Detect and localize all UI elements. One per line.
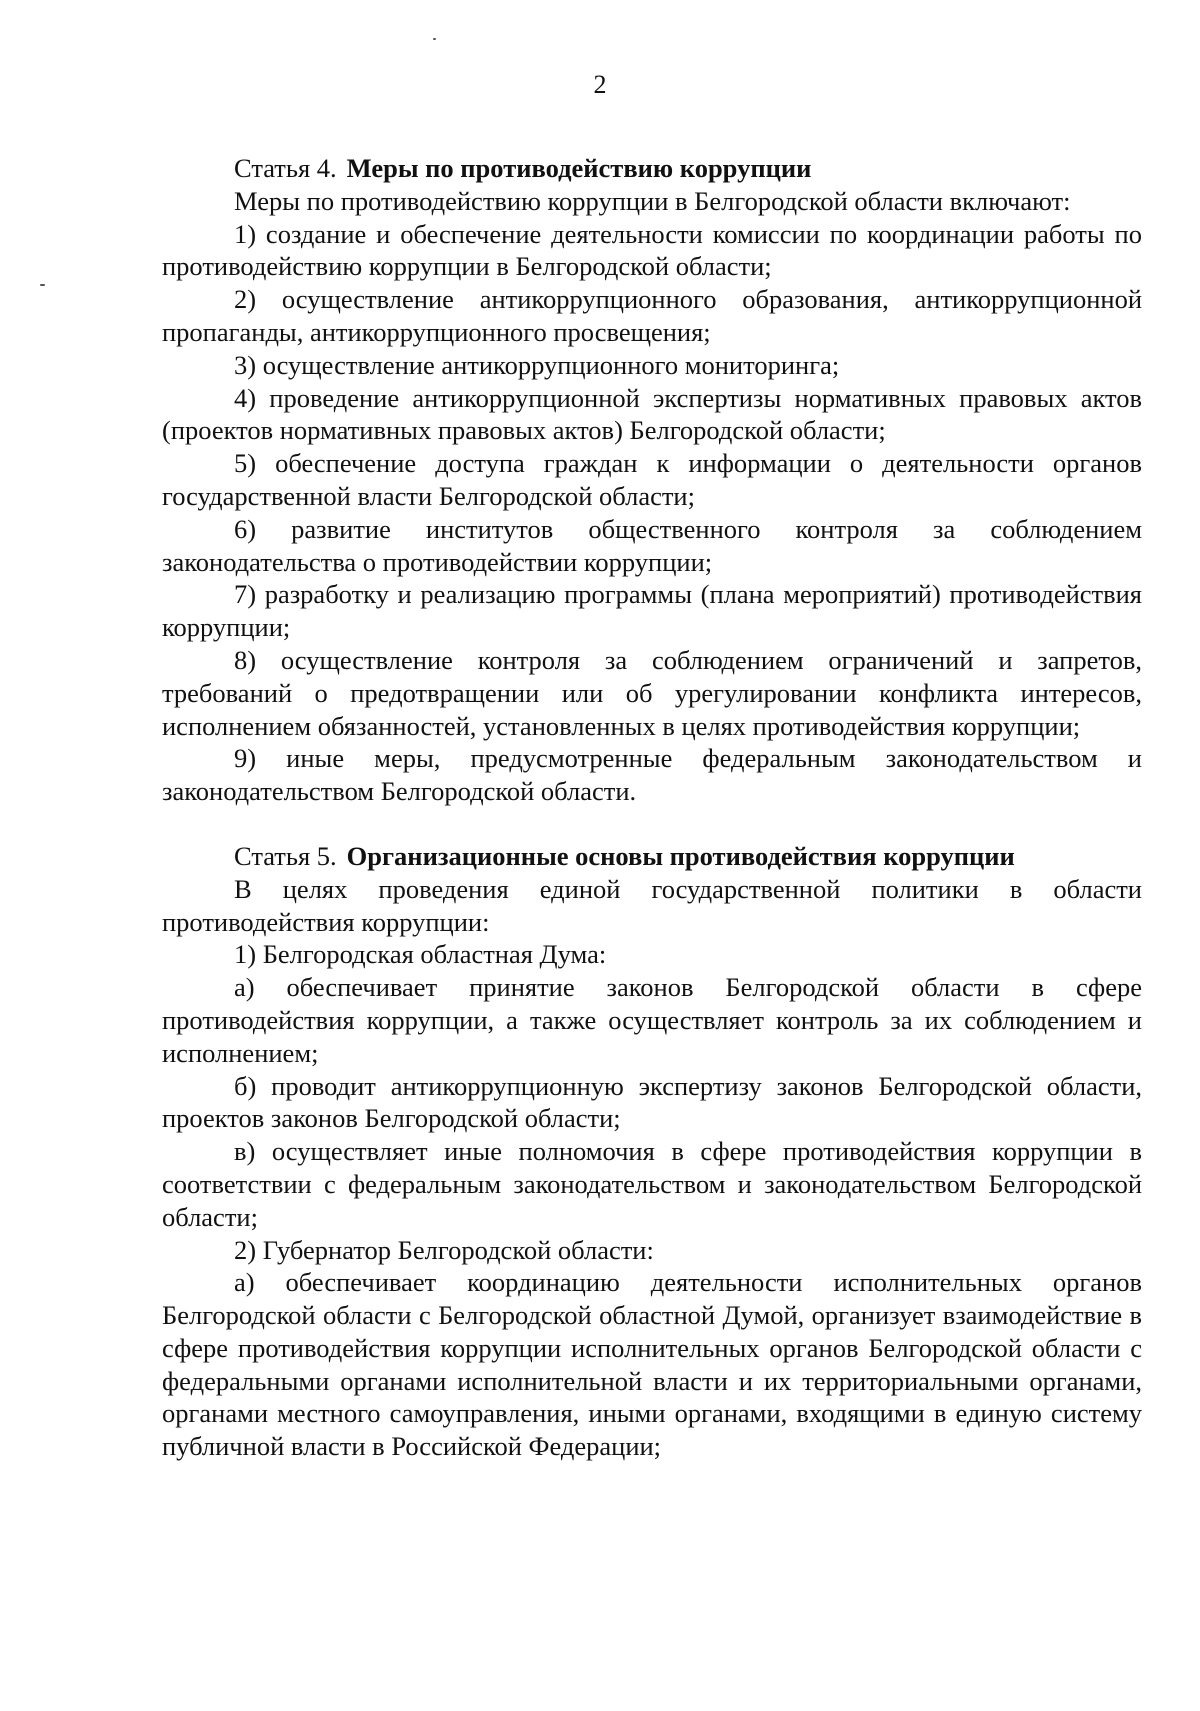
article-label: Статья 5. xyxy=(234,840,337,871)
scan-speck xyxy=(433,38,436,40)
paragraph: Меры по противодействию коррупции в Белгородской области включают: xyxy=(234,185,1071,216)
page-number: 2 xyxy=(593,70,607,99)
scan-speck xyxy=(40,284,45,286)
paragraph: 4) проведение антикоррупционной экспертизы нормативных правовых актов (проектов нормативных правовых актов) Белгородской области; xyxy=(162,382,1142,446)
paragraph: 6) развитие институтов общественного контроля за соблюдением законодательства о противодействии коррупции; xyxy=(162,513,1142,577)
paragraph: 9) иные меры, предусмотренные федеральным законодательством и законодательством Белгородской области. xyxy=(162,743,1142,807)
article-5 xyxy=(162,840,1142,1463)
paragraph: 2) осуществление антикоррупционного образования, антикоррупционной пропаганды, антикоррупционного просвещения; xyxy=(162,284,1142,347)
paragraph: 2) Губернатор Белгородской области: xyxy=(234,1234,654,1265)
article-heading xyxy=(162,840,1142,873)
article-heading xyxy=(162,152,1142,185)
paragraph: а) обеспечивает принятие законов Белгородской области в сфере противодействия коррупции, а также осуществляет контроль за их соблюдением и исполнением; xyxy=(162,972,1142,1068)
paragraph: в) осуществляет иные полномочия в сфере противодействия коррупции в соответствии с федеральным законодательством и законодательством Белгородской области; xyxy=(162,1136,1142,1232)
article-4 xyxy=(162,152,1142,808)
paragraph: 7) разработку и реализацию программы (плана мероприятий) противодействия коррупции; xyxy=(162,579,1142,643)
paragraph: 8) осуществление контроля за соблюдением ограничений и запретов, требований о предотвращении или об урегулировании конфликта интересов, исполнением обязанностей, установленных в целях противодействия коррупции; xyxy=(162,644,1142,741)
document-body xyxy=(162,152,1142,1463)
paragraph: 5) обеспечение доступа граждан к информации о деятельности органов государственной власти Белгородской области; xyxy=(162,448,1142,511)
article-title: Организационные основы противодействия коррупции xyxy=(346,840,1015,871)
paragraph: В целях проведения единой государственной политики в области противодействия коррупции: xyxy=(162,873,1142,937)
paragraph: б) проводит антикоррупционную экспертизу законов Белгородской области, проектов законов Белгородской области; xyxy=(162,1070,1142,1134)
paragraph: 1) создание и обеспечение деятельности комиссии по координации работы по противодействию коррупции в Белгородской области; xyxy=(162,218,1142,282)
paragraph: 1) Белгородская областная Дума: xyxy=(234,939,607,970)
article-title: Меры по противодействию коррупции xyxy=(346,153,812,183)
paragraph: а) обеспечивает координацию деятельности исполнительных органов Белгородской области с Белгородской областной Думой, организует взаимодействие в сфере противодействия коррупции исполнительных органов Белгородской области с федеральными органами исполнительной власти и их территориальными органами, органами местного самоуправления, иными органами, входящими в единую систему публичной власти в Российской Федерации; xyxy=(162,1267,1142,1462)
article-label: Статья 4. xyxy=(234,153,337,183)
paragraph: 3) осуществление антикоррупционного мониторинга; xyxy=(234,349,840,380)
